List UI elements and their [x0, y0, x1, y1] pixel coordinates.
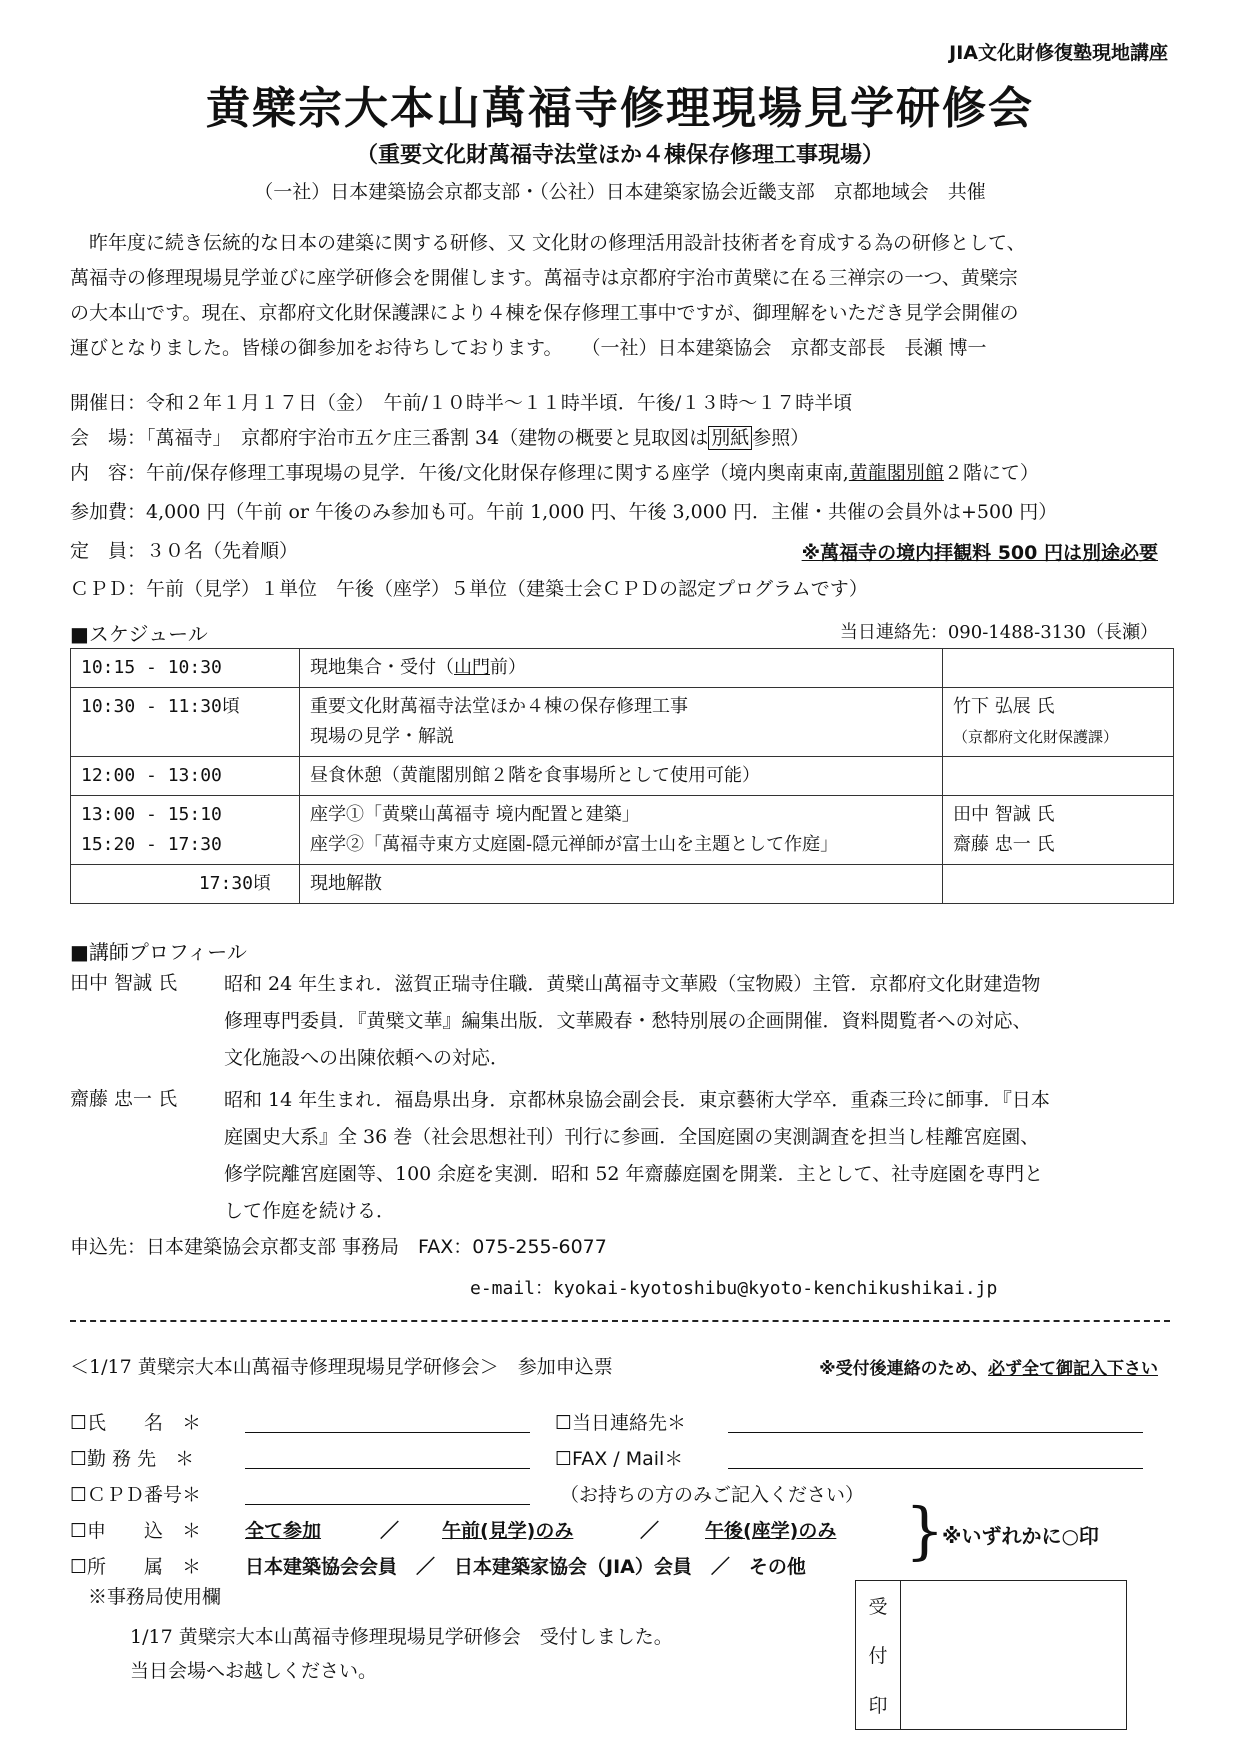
profile-line: 昭和 14 年生まれ．福島県出身．京都林泉協会副会長．東京藝術大学卒．重森三玲に師事．『日本 [224, 1089, 1050, 1111]
day-contact-field[interactable] [728, 1432, 1143, 1433]
form-note-text: ※受付後連絡のため、 [819, 1359, 988, 1379]
event-content [70, 458, 1039, 485]
affiliation-label: ☐所 属 ＊ [70, 1556, 202, 1578]
time-line: 15:20 - 17:30 [81, 834, 222, 855]
cpd-note: （お持ちの方のみご記入ください） [560, 1484, 865, 1506]
organizers: （一社）日本建築協会京都支部・（公社）日本建築家協会近畿支部 京都地域会 共催 [254, 181, 986, 203]
form-title: ＜1/17 黄檗宗大本山萬福寺修理現場見学研修会＞ 参加申込票 [70, 1356, 613, 1378]
time-cell: 12:00 - 13:00 [71, 757, 300, 796]
speaker-cell [943, 688, 1174, 757]
time-cell: 10:15 - 10:30 [71, 649, 300, 688]
receipt-line: 1/17 黄檗宗大本山萬福寺修理現場見学研修会 受付しました。 [130, 1626, 673, 1648]
desc-line: 重要文化財萬福寺法堂ほか４棟の保存修理工事 [310, 696, 688, 717]
profile-name: 田中 智誠 氏 [70, 972, 178, 994]
desc-place: 山門 [454, 657, 490, 678]
speaker-org: （京都府文化財保護課） [953, 728, 1119, 746]
receipt-line: 当日会場へお越しください。 [130, 1660, 378, 1682]
option-separator: ／ [380, 1520, 400, 1542]
fax-mail-label: ☐FAX / Mail＊ [555, 1448, 684, 1470]
intro-line: 運びとなりました。皆様の御参加をお待ちしております。 （一社）日本建築協会 京都支部長 長瀬 博一 [70, 337, 987, 359]
workplace-label: ☐勤 務 先 ＊ [70, 1448, 195, 1470]
name-label: ☐氏 名 ＊ [70, 1412, 202, 1434]
profile-line: 昭和 24 年生まれ．滋賀正瑞寺住職．黄檗山萬福寺文華殿（宝物殿）主管．京都府文化財建造物 [224, 973, 1041, 995]
application-contact: 申込先：日本建築協会京都支部 事務局 FAX：075-255-6077 [70, 1236, 607, 1258]
event-fee: 参加費：4,000 円（午前 or 午後のみ参加も可。午前 1,000 円、午後 3,000 円．主催・共催の会員外は+500 円） [70, 501, 1058, 523]
desc-cell: 現地解散 [300, 865, 943, 904]
cut-line [70, 1320, 1170, 1322]
speaker-cell [943, 796, 1174, 865]
desc-line: 座学①「黄檗山萬福寺 境内配置と建築」 [310, 804, 640, 825]
receipt-text [130, 1620, 673, 1688]
speaker-cell [943, 865, 1174, 904]
intro-line: 昨年度に続き伝統的な日本の建築に関する研修、又 文化財の修理活用設計技術者を育成する為の研修として、 [70, 232, 1026, 254]
desc-cell [300, 796, 943, 865]
fax-mail-field[interactable] [728, 1468, 1143, 1469]
speaker-cell [943, 757, 1174, 796]
desc-cell: 昼食休憩（黄龍閣別館２階を食事場所として使用可能） [300, 757, 943, 796]
content-text: 内 容：午前/保存修理工事現場の見学．午後/文化財保存修理に関する座学（境内奥南東南, [70, 462, 849, 484]
event-venue [70, 423, 809, 450]
desc-text-end: 前） [490, 657, 526, 678]
office-use-label: ※事務局使用欄 [88, 1586, 222, 1608]
table-row [71, 757, 1174, 796]
receipt-stamp-box [855, 1580, 1127, 1730]
time-cell [71, 796, 300, 865]
content-text-end: ２階にて） [943, 462, 1039, 484]
stamp-char: 受 [868, 1596, 888, 1619]
speaker-name: 竹下 弘展 氏 [953, 696, 1055, 717]
desc-cell [300, 649, 943, 688]
desc-line: 現場の見学・解説 [310, 726, 454, 747]
profile-line: 文化施設への出陳依頼への対応． [224, 1047, 510, 1069]
profile-name: 齋藤 忠一 氏 [70, 1088, 178, 1110]
circle-instruction: ※いずれかに○印 [942, 1524, 1099, 1548]
day-contact-label: ☐当日連絡先＊ [555, 1412, 687, 1434]
brace-mark: } [905, 1494, 945, 1567]
speaker-name: 齋藤 忠一 氏 [953, 834, 1055, 855]
profile-text [224, 966, 1174, 1077]
series-tagline: JIA文化財修復塾現地講座 [949, 42, 1168, 64]
intro-paragraph [70, 226, 1170, 366]
attachment-ref: 別紙 [708, 426, 752, 450]
page-subtitle: （重要文化財萬福寺法堂ほか４棟保存修理工事現場） [355, 143, 884, 168]
workplace-field[interactable] [245, 1468, 530, 1469]
speaker-name: 田中 智誠 氏 [953, 804, 1055, 825]
content-place: 黄龍閣別館 [848, 462, 944, 484]
cpd-number-label: ☐ＣＰＤ番号＊ [70, 1484, 202, 1506]
venue-text-end: 参照） [752, 427, 810, 449]
stamp-label [856, 1581, 901, 1729]
profile-heading: ■講師プロフィール [70, 940, 247, 964]
profile-line: 庭園史大系』全 36 巻（社会思想社刊）刊行に参画．全国庭園の実測調査を担当し桂離宮庭園、 [224, 1126, 1040, 1148]
name-field[interactable] [245, 1432, 530, 1433]
stamp-char: 付 [868, 1645, 888, 1668]
application-email[interactable]: e-mail：kyokai-kyotoshibu@kyoto-kenchikushikai.jp [470, 1278, 998, 1299]
desc-cell [300, 688, 943, 757]
cpd-number-field[interactable] [245, 1504, 530, 1505]
apply-type-label: ☐申 込 ＊ [70, 1520, 202, 1542]
day-contact: 当日連絡先：090-1488-3130（長瀬） [839, 622, 1158, 643]
venue-text: 会 場：「萬福寺」 京都府宇治市五ケ庄三番割 34（建物の概要と見取図は [70, 427, 709, 449]
table-row [71, 865, 1174, 904]
event-capacity: 定 員：３０名（先着順） [70, 540, 299, 562]
intro-line: 萬福寺の修理現場見学並びに座学研修会を開催します。萬福寺は京都府宇治市黄檗に在る三禅宗の一つ、黄檗宗 [70, 267, 1018, 289]
option-all[interactable]: 全て参加 [245, 1520, 322, 1542]
profile-text [224, 1082, 1174, 1230]
schedule-table [70, 648, 1174, 904]
option-separator: ／ [640, 1520, 660, 1542]
event-date: 開催日：令和２年１月１７日（金） 午前/１０時半～１１時半頃．午後/１３時～１７時半頃 [70, 392, 853, 414]
cpd-credits: ＣＰＤ：午前（見学）１単位 午後（座学）５単位（建築士会ＣＰＤの認定プログラムです） [70, 578, 868, 600]
desc-line: 座学②「萬福寺東方丈庭園-隠元禅師が富士山を主題として作庭」 [310, 834, 839, 855]
table-row [71, 649, 1174, 688]
affiliation-options[interactable]: 日本建築協会会員 ／ 日本建築家協会（JIA）会員 ／ その他 [245, 1556, 806, 1578]
option-morning[interactable]: 午前(見学)のみ [442, 1520, 574, 1542]
time-line: 13:00 - 15:10 [81, 804, 222, 825]
form-note [819, 1354, 1158, 1379]
option-afternoon[interactable]: 午後(座学)のみ [705, 1520, 837, 1542]
time-cell: 17:30頃 [71, 865, 300, 904]
profile-line: 修学院離宮庭園等、100 余庭を実測．昭和 52 年齋藤庭園を開業．主として、社寺庭園を専門と [224, 1163, 1044, 1185]
form-note-emphasis: 必ず全て御記入下さい [988, 1359, 1158, 1379]
page-title: 黄檗宗大本山萬福寺修理現場見学研修会 [206, 83, 1034, 134]
schedule-heading: ■スケジュール [70, 622, 208, 646]
admission-note: ※萬福寺の境内拝観料 500 円は別途必要 [801, 542, 1158, 564]
stamp-char: 印 [868, 1694, 888, 1717]
table-row [71, 688, 1174, 757]
speaker-cell [943, 649, 1174, 688]
intro-line: の大本山です。現在、京都府文化財保護課により４棟を保存修理工事中ですが、御理解をいただき見学会開催の [70, 302, 1019, 324]
profile-line: して作庭を続ける． [224, 1200, 396, 1222]
profile-line: 修理専門委員．『黄檗文華』編集出版．文華殿春・愁特別展の企画開催．資料閲覧者への対応、 [224, 1010, 1032, 1032]
table-row [71, 796, 1174, 865]
time-cell: 10:30 - 11:30頃 [71, 688, 300, 757]
desc-text: 現地集合・受付（ [310, 657, 454, 678]
